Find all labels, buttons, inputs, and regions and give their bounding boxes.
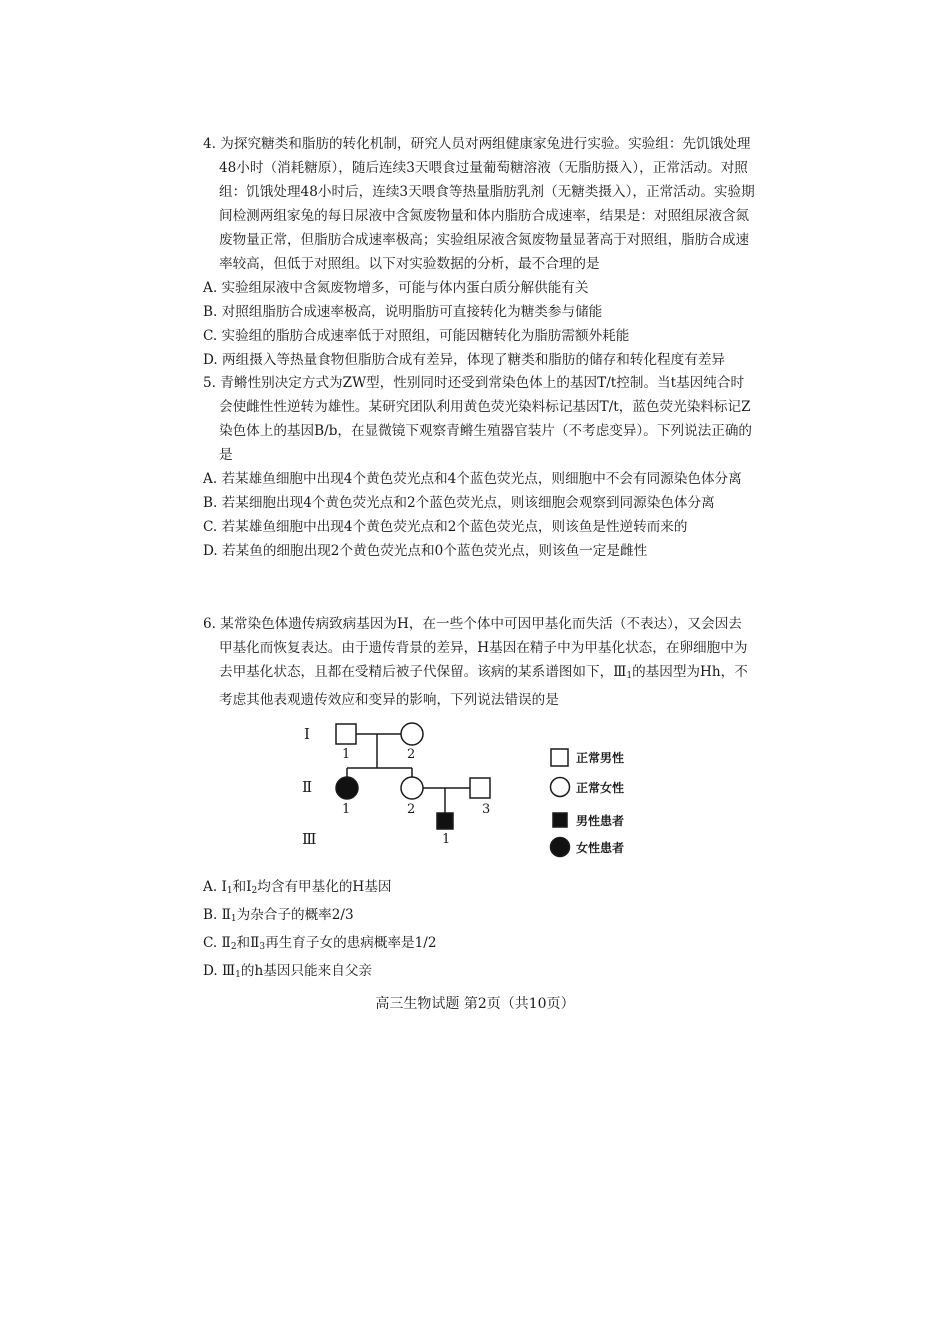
label-II2: 2 <box>407 802 416 817</box>
question-5 <box>187 371 755 563</box>
generation-label-2: Ⅱ <box>302 778 313 796</box>
question-4-option-d: D. 两组摄入等热量食物但脂肪合成有差异，体现了糖类和脂肪的储存和转化程度有差异 <box>203 352 726 368</box>
question-4-option-a: A. 实验组尿液中含氮废物增多，可能与体内蛋白质分解供能有关 <box>203 280 589 296</box>
question-5-stem: 5. 青鳉性别决定方式为ZW型，性别同时还受到常染色体上的基因T/t控制。当t基因纯合时会使雌性性逆转为雄性。某研究团队利用黄色荧光染料标记基因T/t，蓝色荧光染料标记Z染色体上的基因B/b，在显微镜下观察青鳉生殖器官装片（不考虑变异）。下列说法正确的是 <box>203 375 753 463</box>
legend-normal-male-label: 正常男性 <box>576 751 625 765</box>
individual-III1-affected-male <box>437 813 453 829</box>
question-4 <box>187 132 755 372</box>
individual-II1-affected-female <box>336 777 358 799</box>
individual-I2-normal-female <box>401 723 423 745</box>
legend-affected-male-label: 男性患者 <box>576 814 625 828</box>
question-5-option-d: D. 若某鱼的细胞出现2个黄色荧光点和0个蓝色荧光点，则该鱼一定是雌性 <box>203 543 648 559</box>
question-5-option-a: A. 若某雄鱼细胞中出现4个黄色荧光点和4个蓝色荧光点，则细胞中不会有同源染色体分离 <box>203 471 742 487</box>
legend-affected-male-icon <box>553 813 567 827</box>
question-6-option-c: C. $Ⅱ_2$和$Ⅱ_3$再生育子女的患病概率是1/2 <box>203 935 437 952</box>
label-II3: 3 <box>482 802 491 817</box>
label-III1: 1 <box>442 832 451 847</box>
legend-normal-male-icon <box>551 749 568 766</box>
question-4-option-b: B. 对照组脂肪合成速率极高，说明脂肪可直接转化为糖类参与储能 <box>203 304 603 320</box>
question-5-option-b: B. 若某细胞出现4个黄色荧光点和2个蓝色荧光点，则该细胞会观察到同源染色体分离 <box>203 495 715 511</box>
question-6 <box>187 612 755 712</box>
label-I2: 2 <box>407 747 416 762</box>
legend-normal-female-icon <box>551 778 570 797</box>
question-5-option-c: C. 若某雄鱼细胞中出现4个黄色荧光点和2个蓝色荧光点，则该鱼是性逆转而来的 <box>203 519 688 535</box>
legend-affected-female-label: 女性患者 <box>576 841 625 855</box>
question-6-stem: 6. 某常染色体遗传病致病基因为H，在一些个体中可因甲基化而失活（不表达），又会因去甲基化而恢复表达。由于遗传背景的差异，H基因在精子中为甲基化状态，在卵细胞中为去甲基化状态，且都在受精后被子代保留。该病的某系谱图如下，$Ⅲ_1$的基因型为Hh，不考虑其他表观遗传效应和变异的影响，下列说法错误的是 <box>203 616 748 708</box>
label-I1: 1 <box>342 747 351 762</box>
question-4-option-c: C. 实验组的脂肪合成速率低于对照组，可能因糖转化为脂肪需额外耗能 <box>203 328 630 344</box>
individual-I1-normal-male <box>336 724 356 744</box>
individual-II2-normal-female <box>401 777 423 799</box>
pedigree-diagram <box>290 718 650 858</box>
question-6-option-d: D. $Ⅲ_1$的h基因只能来自父亲 <box>203 963 373 980</box>
question-4-stem: 4. 为探究糖类和脂肪的转化机制，研究人员对两组健康家兔进行实验。实验组：先饥饿处理48小时（消耗糖原），随后连续3天喂食过量葡萄糖溶液（无脂肪摄入），正常活动。对照组：饥饿处理48小时后，连续3天喂食等热量脂肪乳剂（无糖类摄入），正常活动。实验期间检测两组家兔的每日尿液中含氮废物量和体内脂肪合成速率，结果是：对照组尿液含氮废物量正常，但脂肪合成速率极高；实验组尿液含氮废物量显著高于对照组，脂肪合成速率较高，但低于对照组。以下对实验数据的分析，最不合理的是 <box>203 136 755 272</box>
question-6-option-b: B. $Ⅱ_1$为杂合子的概率2/3 <box>203 907 354 924</box>
generation-label-1: I <box>304 725 310 743</box>
question-6-option-a: A. $I_1$和$I_2$均含有甲基化的H基因 <box>203 879 392 896</box>
individual-II3-normal-male <box>470 778 490 798</box>
question-6-options <box>203 875 743 987</box>
legend-affected-female-icon <box>551 838 570 857</box>
generation-label-3: Ⅲ <box>302 830 317 848</box>
page-footer: 高三生物试题 第2页（共10页） <box>375 996 575 1012</box>
label-II1: 1 <box>342 802 351 817</box>
legend-normal-female-label: 正常女性 <box>576 781 625 795</box>
